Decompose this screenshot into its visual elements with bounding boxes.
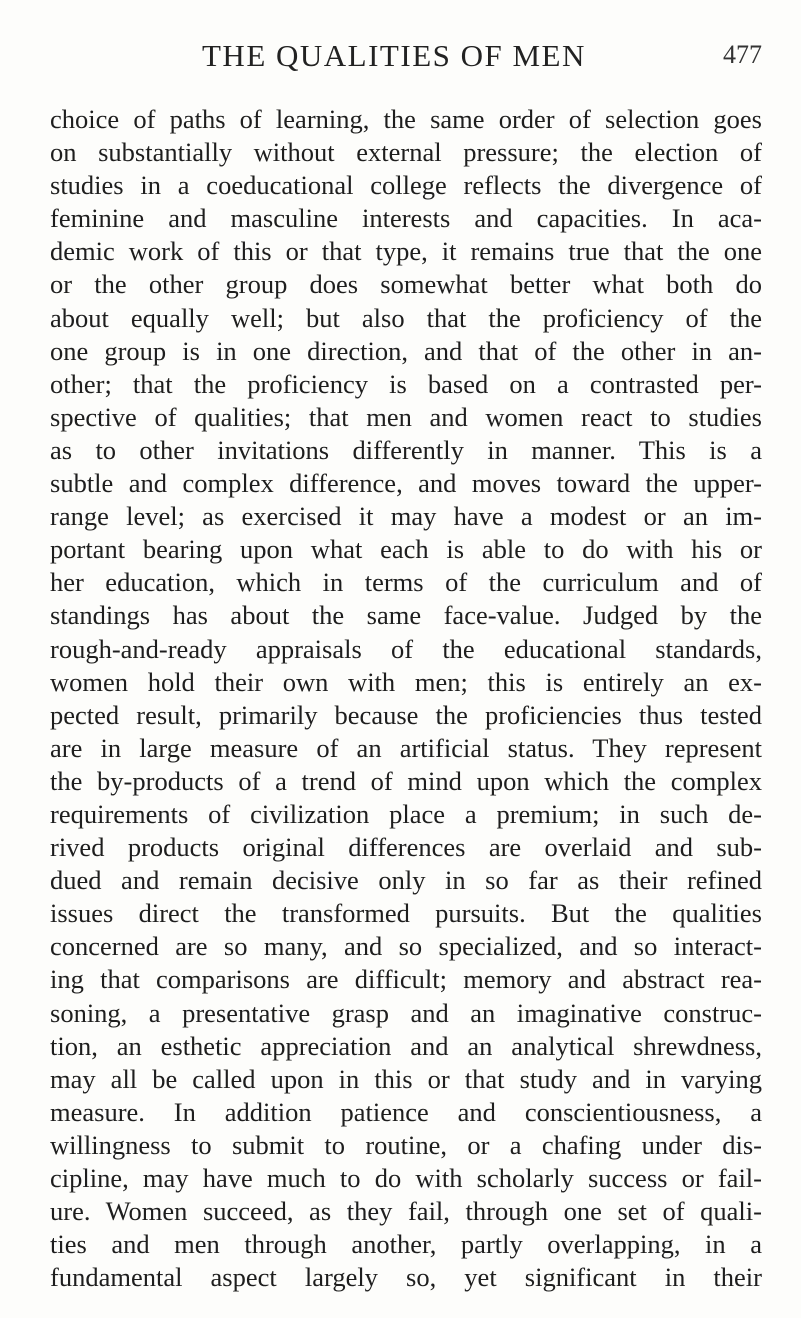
text-line: fundamental aspect largely so, yet significant in their [50, 1262, 762, 1293]
text-line: rived products original differences are overlaid and sub- [50, 832, 762, 863]
text-line: portant bearing upon what each is able to do with his or [50, 534, 762, 565]
text-line: the by-products of a trend of mind upon which the complex [50, 765, 762, 796]
text-line: ing that comparisons are difficult; memory and abstract rea- [50, 964, 762, 995]
text-line: soning, a presentative grasp and an imaginative construc- [50, 997, 762, 1028]
text-line: one group is in one direction, and that of the other in an- [50, 335, 762, 366]
text-line: pected result, primarily because the proficiencies thus tested [50, 699, 762, 730]
text-line: feminine and masculine interests and capacities. In aca- [50, 203, 762, 234]
text-line: willingness to submit to routine, or a chafing under dis- [50, 1129, 762, 1160]
text-line: as to other invitations differently in manner. This is a [50, 434, 762, 465]
text-line: measure. In addition patience and conscientiousness, a [50, 1096, 762, 1127]
text-line: issues direct the transformed pursuits. But the qualities [50, 898, 762, 929]
text-line: standings has about the same face-value. Judged by the [50, 600, 762, 631]
text-line: spective of qualities; that men and women react to studies [50, 401, 762, 432]
text-line: on substantially without external pressure; the election of [50, 137, 762, 168]
running-title: THE QUALITIES OF MEN [202, 38, 586, 73]
text-line: dued and remain decisive only in so far as their refined [50, 865, 762, 896]
text-line: rough-and-ready appraisals of the educational standards, [50, 633, 762, 664]
text-line: other; that the proficiency is based on a contrasted per- [50, 368, 762, 399]
text-line: requirements of civilization place a premium; in such de- [50, 798, 762, 829]
text-line: tion, an esthetic appreciation and an analytical shrewdness, [50, 1030, 762, 1061]
text-line: her education, which in terms of the curriculum and of [50, 567, 762, 598]
text-line: ure. Women succeed, as they fail, through one set of quali- [50, 1196, 762, 1227]
text-line: demic work of this or that type, it remains true that the one [50, 236, 762, 267]
page-number: 477 [723, 40, 762, 69]
text-line: studies in a coeducational college reflects the divergence of [50, 170, 762, 201]
text-line: or the other group does somewhat better what both do [50, 269, 762, 300]
body-text [50, 103, 762, 1294]
text-line: range level; as exercised it may have a modest or an im- [50, 501, 762, 532]
text-line: subtle and complex difference, and moves toward the upper- [50, 468, 762, 499]
text-line: are in large measure of an artificial status. They represent [50, 732, 762, 763]
running-head [50, 38, 762, 78]
text-line: ties and men through another, partly overlapping, in a [50, 1229, 762, 1260]
text-line: choice of paths of learning, the same order of selection goes [50, 104, 762, 134]
text-line: concerned are so many, and so specialized, and so interact- [50, 931, 762, 962]
text-line: about equally well; but also that the proficiency of the [50, 302, 762, 333]
text-line: may all be called upon in this or that study and in varying [50, 1063, 762, 1094]
text-line: women hold their own with men; this is entirely an ex- [50, 666, 762, 697]
text-line: cipline, may have much to do with scholarly success or fail- [50, 1163, 762, 1193]
